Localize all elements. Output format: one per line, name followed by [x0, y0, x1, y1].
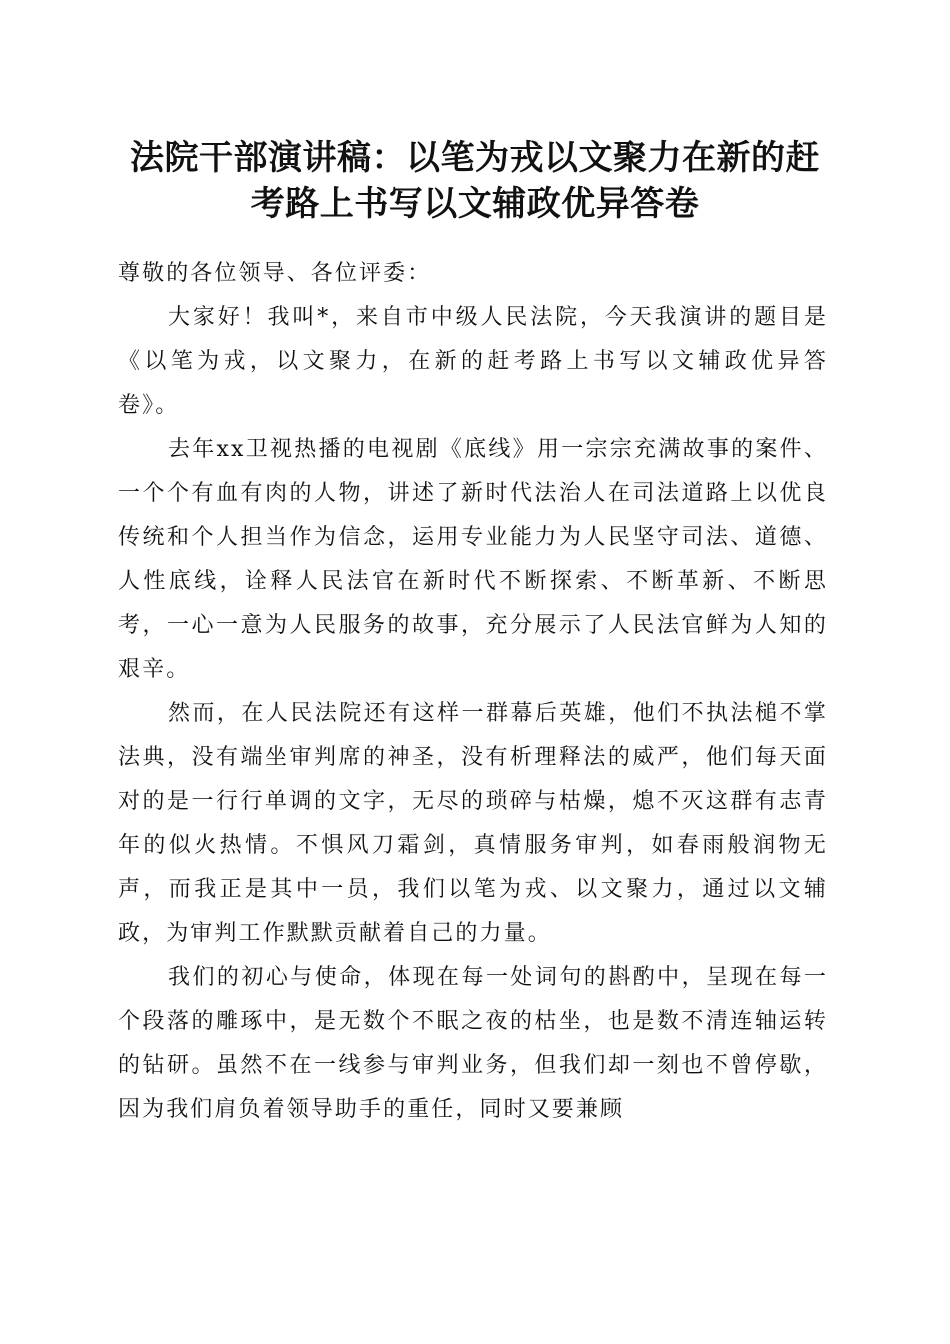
document-body	[118, 252, 828, 1132]
paragraph-4: 我们的初心与使命，体现在每一处词句的斟酌中，呈现在每一个段落的雕琢中，是无数个不眠之夜的枯坐，也是数不清连轴运转的钻研。虽然不在一线参与审判业务，但我们却一刻也不曾停歇，因为我们肩负着领导助手的重任，同时又要兼顾	[118, 965, 828, 1122]
paragraph-1: 大家好！我叫*，来自市中级人民法院，今天我演讲的题目是《以笔为戎，以文聚力，在新的赶考路上书写以文辅政优异答卷》。	[118, 305, 828, 418]
paragraph-3: 然而，在人民法院还有这样一群幕后英雄，他们不执法槌不掌法典，没有端坐审判席的神圣，没有析理释法的威严，他们每天面对的是一行行单调的文字，无尽的琐碎与枯燥，熄不灭这群有志青年的似火热情。不惧风刀霜剑，真情服务审判，如春雨般润物无声，而我正是其中一员，我们以笔为戎、以文聚力，通过以文辅政，为审判工作默默贡献着自己的力量。	[118, 701, 828, 946]
document-title-line-1: 法院干部演讲稿：以笔为戎以文聚力在新的赶	[130, 138, 820, 178]
paragraph-2: 去年xx卫视热播的电视剧《底线》用一宗宗充满故事的案件、一个个有血有肉的人物，讲述了新时代法治人在司法道路上以优良传统和个人担当作为信念，运用专业能力为人民坚守司法、道德、人性底线，诠释人民法官在新时代不断探索、不断革新、不断思考，一心一意为人民服务的故事，充分展示了人民法官鲜为人知的艰辛。	[118, 437, 828, 682]
document-title-line-2: 考路上书写以文辅政优异答卷	[250, 184, 700, 224]
document-title	[100, 135, 850, 227]
salutation: 尊敬的各位领导、各位评委：	[118, 261, 432, 286]
